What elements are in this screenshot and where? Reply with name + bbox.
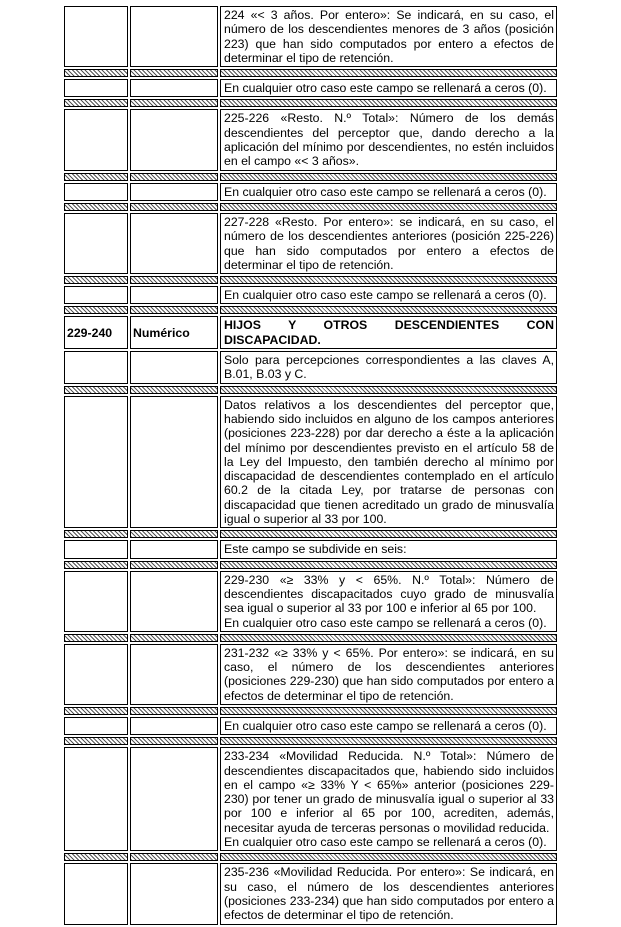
table-row (64, 213, 557, 274)
separator-row (64, 707, 557, 715)
type-cell (130, 747, 218, 851)
description-cell (220, 717, 557, 735)
description-text: 224 «< 3 años. Por entero»: Se indicará, en su caso, el número de los descendientes menores de 3 años (posición 223) que han sido computados por entero a efectos de determinar el tipo de retención. (224, 8, 554, 65)
table-row (64, 183, 557, 201)
position-cell (64, 747, 128, 851)
separator-row (64, 99, 557, 107)
description-cell (220, 571, 557, 632)
type-cell (130, 183, 218, 201)
description-text: 235-236 «Movilidad Reducida. Por entero»: Se indicará, en su caso, el número de los descendientes anteriores (posiciones 233-234) que han sido computados por entero a efectos de determinar el tipo de retención. (224, 865, 554, 923)
separator-row (64, 276, 557, 284)
type-cell (130, 396, 218, 529)
field-type: Numérico (130, 316, 218, 349)
table-row (64, 109, 557, 170)
table-row (64, 351, 557, 384)
type-cell (130, 644, 218, 705)
description-text: En cualquier otro caso este campo se rellenará a ceros (0). (224, 615, 547, 630)
description-text: Este campo se subdivide en seis: (224, 542, 407, 557)
type-cell (130, 286, 218, 304)
position-cell (64, 396, 128, 529)
field-header-row (64, 316, 557, 349)
type-cell (130, 6, 218, 67)
position-cell (64, 213, 128, 274)
position-cell (64, 183, 128, 201)
description-cell (220, 351, 557, 384)
type-cell (130, 863, 218, 924)
separator-row (64, 634, 557, 642)
separator-row (64, 69, 557, 77)
description-cell (220, 286, 557, 304)
table-row (64, 747, 557, 851)
separator-row (64, 853, 557, 861)
separator-row (64, 203, 557, 211)
position-cell (64, 351, 128, 384)
type-cell (130, 213, 218, 274)
description-cell (220, 863, 557, 924)
type-cell (130, 109, 218, 170)
position-cell (64, 540, 128, 558)
type-cell (130, 540, 218, 558)
table-row (64, 79, 557, 97)
table-row (64, 863, 557, 924)
table-row (64, 571, 557, 632)
description-text: 225-226 «Resto. N.º Total»: Número de los demás descendientes del perceptor que, dando derecho a la aplicación del mínimo por descendientes, no estén incluidos en el campo «< 3 años». (224, 111, 554, 169)
table-row (64, 286, 557, 304)
description-text: 231-232 «≥ 33% y < 65%. Por entero»: se indicará, en su caso, el número de los descendientes anteriores (posiciones 229-230) que han sido computados por entero a efectos de determinar el tipo de retención. (224, 645, 554, 703)
table-body-header (64, 306, 557, 349)
description-text: Solo para percepciones correspondientes a las claves A, B.01, B.03 y C. (224, 353, 554, 382)
table-row (64, 6, 557, 67)
type-cell (130, 717, 218, 735)
description-text: 229-230 «≥ 33% y < 65%. N.º Total»: Número de descendientes discapacitados cuyo grado de minusvalía sea igual o superior al 33 por 100 e inferior al 65 por 100. (224, 572, 554, 616)
separator-row (64, 306, 557, 314)
separator-row (64, 561, 557, 569)
field-spec-table (62, 4, 559, 927)
description-text: En cualquier otro caso este campo se rellenará a ceros (0). (224, 288, 547, 303)
position-cell (64, 571, 128, 632)
separator-row (64, 386, 557, 394)
table-row (64, 717, 557, 735)
description-text: En cualquier otro caso este campo se rellenará a ceros (0). (224, 184, 547, 199)
table-row (64, 644, 557, 705)
position-cell (64, 79, 128, 97)
position-cell (64, 863, 128, 924)
table-row (64, 540, 557, 558)
description-text: 233-234 «Movilidad Reducida. N.º Total»: Número de descendientes discapacitados que, habiendo sido incluidos en el campo «≥ 33% Y < 65%» anterior (posiciones 229-230) por tener un grado de minusvalía igual o superior al 33 por 100 e inferior al 65 por 100, acrediten, además, necesitar ayuda de terceras personas o movilidad reducida. (224, 749, 554, 835)
position-cell (64, 717, 128, 735)
description-cell (220, 109, 557, 170)
description-cell (220, 6, 557, 67)
description-text: Datos relativos a los descendientes del perceptor que, habiendo sido incluidos en alguno de los campos anteriores (posiciones 223-228) por dar derecho a éste a la aplicación del mínimo por descendientes previsto en el artículo 58 de la Ley del Impuesto, den también derecho al mínimo por discapacidad de descendientes contemplado en el artículo 60.2 de la citada Ley, por tratarse de personas con discapacidad que tienen acreditado un grado de minusvalía igual o superior al 33 por 100. (224, 397, 554, 527)
description-cell (220, 79, 557, 97)
description-cell (220, 644, 557, 705)
description-cell (220, 747, 557, 851)
type-cell (130, 351, 218, 384)
table-row (64, 396, 557, 529)
type-cell (130, 571, 218, 632)
description-text: En cualquier otro caso este campo se rellenará a ceros (0). (224, 835, 547, 850)
field-position: 229-240 (64, 316, 128, 349)
table-body-top (64, 6, 557, 304)
separator-row (64, 737, 557, 745)
description-cell (220, 213, 557, 274)
description-cell (220, 396, 557, 529)
description-text: 227-228 «Resto. Por entero»: se indicará, en su caso, el número de los descendientes anteriores (posición 225-226) que han sido computados por entero a efectos de determinar el tipo de retención. (224, 214, 554, 272)
description-text: En cualquier otro caso este campo se rellenará a ceros (0). (224, 81, 547, 96)
position-cell (64, 109, 128, 170)
position-cell (64, 6, 128, 67)
description-cell (220, 540, 557, 558)
type-cell (130, 79, 218, 97)
table-body-bottom (64, 351, 557, 925)
description-text: En cualquier otro caso este campo se rellenará a ceros (0). (224, 718, 547, 733)
field-title: HIJOS Y OTROS DESCENDIENTES CON DISCAPACIDAD. (220, 316, 557, 349)
separator-row (64, 173, 557, 181)
position-cell (64, 644, 128, 705)
description-cell (220, 183, 557, 201)
separator-row (64, 530, 557, 538)
position-cell (64, 286, 128, 304)
